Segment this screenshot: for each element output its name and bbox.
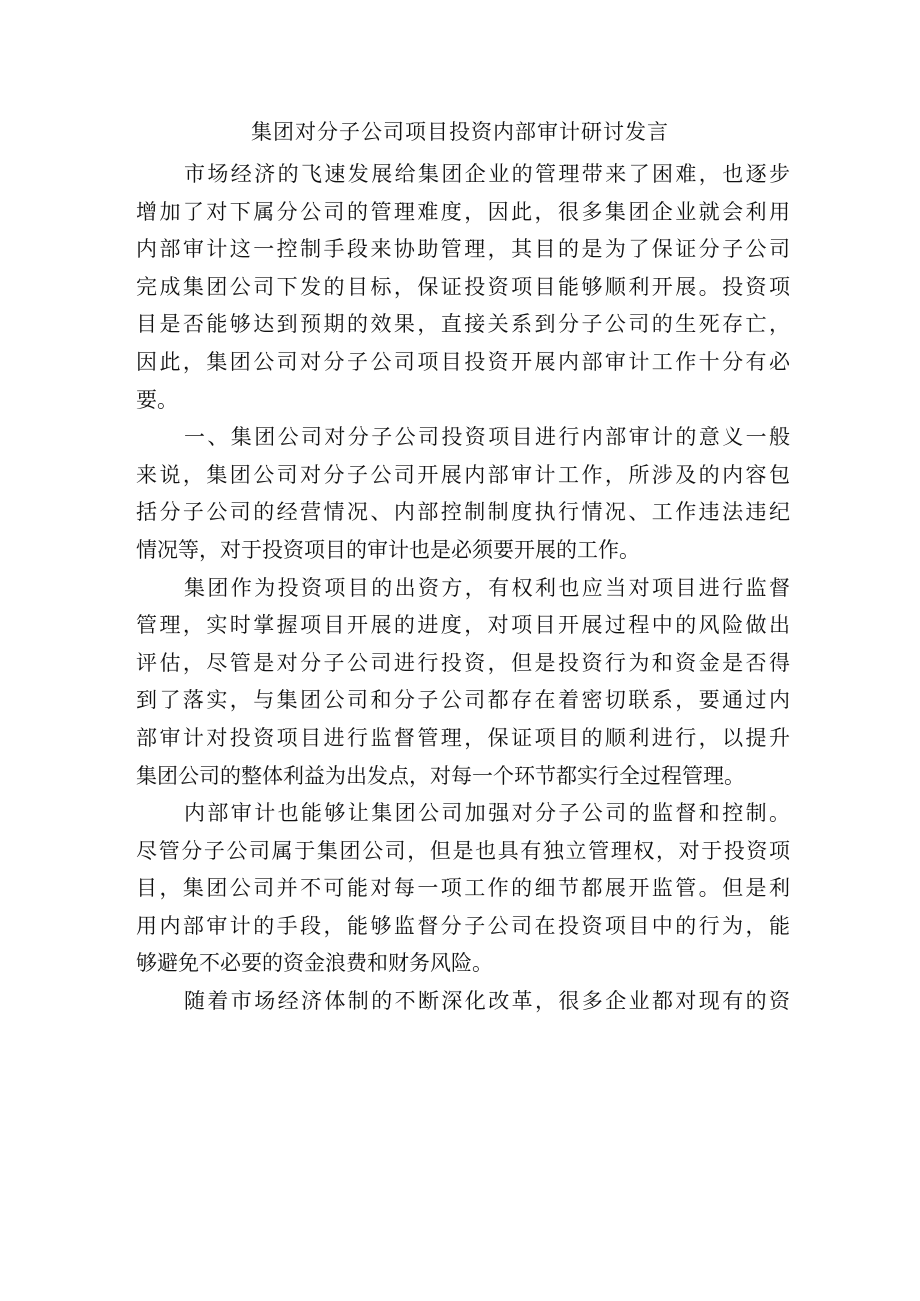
paragraph-5 [136, 983, 790, 1021]
paragraph-line: 评估，尽管是对分子公司进行投资，但是投资行为和资金是否得 [136, 650, 790, 675]
paragraph-line: 市场经济的飞速发展给集团企业的管理带来了困难，也逐步 [184, 162, 790, 186]
paragraph-line: 来说，集团公司对分子公司开展内部审计工作，所涉及的内容包 [136, 462, 790, 487]
paragraph-line: 随着市场经济体制的不断深化改革，很多企业都对现有的资 [184, 989, 790, 1014]
paragraph-2 [136, 419, 790, 569]
paragraph-line: 要。 [136, 387, 178, 412]
paragraph-line: 因此，集团公司对分子公司项目投资开展内部审计工作十分有必 [136, 349, 790, 374]
paragraph-line: 尽管分子公司属于集团公司，但是也具有独立管理权，对于投资项 [136, 838, 790, 863]
paragraph-line: 目，集团公司并不可能对每一项工作的细节都展开监管。但是利 [136, 876, 790, 901]
paragraph-line: 括分子公司的经营情况、内部控制制度执行情况、工作违法违纪 [136, 500, 790, 525]
paragraph-line: 用内部审计的手段，能够监督分子公司在投资项目中的行为，能 [136, 913, 790, 938]
paragraph-line: 到了落实，与集团公司和分子公司都存在着密切联系，要通过内 [136, 688, 790, 713]
paragraph-line: 内部审计也能够让集团公司加强对分子公司的监督和控制。 [184, 801, 790, 826]
document-title: 集团对分子公司项目投资内部审计研讨发言 [251, 120, 669, 144]
paragraph-line: 完成集团公司下发的目标，保证投资项目能够顺利开展。投资项 [136, 274, 790, 299]
document-body [136, 156, 790, 1021]
paragraph-line: 部审计对投资项目进行监督管理，保证项目的顺利进行，以提升 [136, 725, 790, 750]
paragraph-line: 管理，实时掌握项目开展的进度，对项目开展过程中的风险做出 [136, 613, 790, 638]
paragraph-line: 增加了对下属分公司的管理难度，因此，很多集团企业就会利用 [136, 199, 790, 224]
paragraph-line: 目是否能够达到预期的效果，直接关系到分子公司的生死存亡， [136, 312, 790, 337]
paragraph-line: 情况等，对于投资项目的审计也是必须要开展的工作。 [136, 537, 640, 562]
paragraph-line: 集团公司的整体利益为出发点，对每一个环节都实行全过程管理。 [136, 763, 745, 788]
paragraph-1 [136, 156, 790, 419]
paragraph-line: 集团作为投资项目的出资方，有权利也应当对项目进行监督 [184, 575, 790, 600]
paragraph-line: 一、集团公司对分子公司投资项目进行内部审计的意义一般 [184, 425, 790, 450]
paragraph-4 [136, 795, 790, 983]
paragraph-3 [136, 570, 790, 796]
paragraph-line: 内部审计这一控制手段来协助管理，其目的是为了保证分子公司 [136, 237, 790, 262]
paragraph-line: 够避免不必要的资金浪费和财务风险。 [136, 951, 493, 976]
